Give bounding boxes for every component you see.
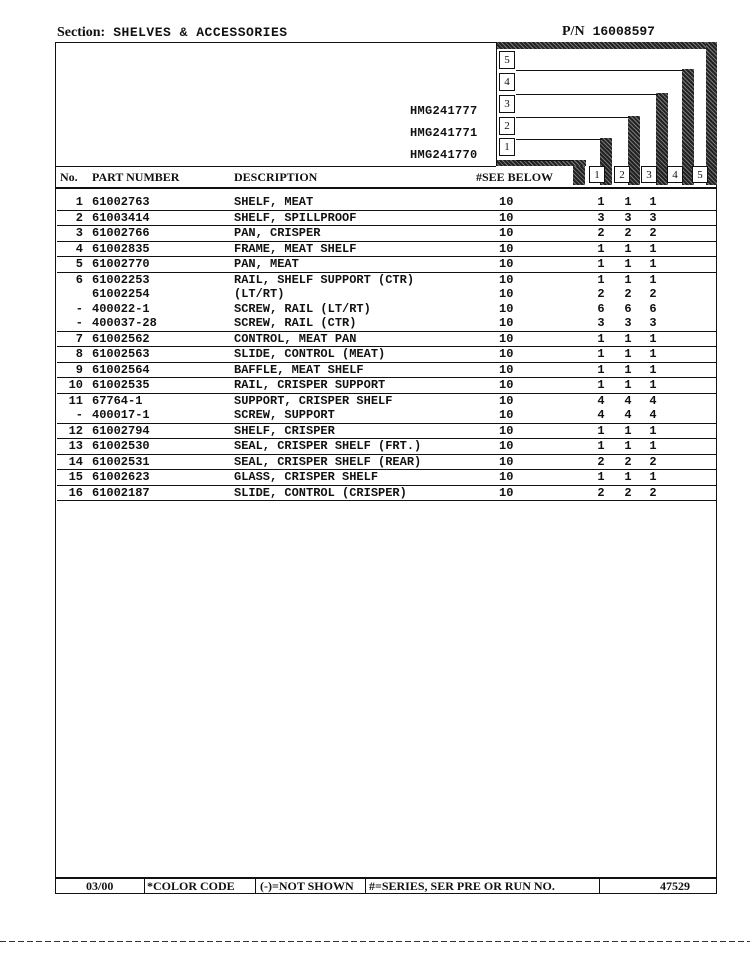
see-below: 10 (499, 226, 514, 240)
section-value: SHELVES & ACCESSORIES (113, 25, 288, 40)
scan-edge-line (0, 941, 750, 942)
description: SLIDE, CONTROL (CRISPER) (234, 485, 407, 500)
description: SUPPORT, CRISPER SHELF (234, 393, 393, 408)
see-below: 10 (499, 362, 514, 377)
qty-model-3: 4 (649, 393, 657, 408)
description: SCREW, RAIL (LT/RT) (234, 301, 371, 316)
row-number: 12 (68, 423, 83, 438)
description: SCREW, RAIL (CTR) (234, 316, 357, 330)
leader-line (516, 139, 602, 140)
part-number: 400022-1 (92, 301, 150, 316)
qty-model-3: 1 (649, 257, 657, 271)
qty-model-2: 4 (624, 393, 632, 408)
see-below: 10 (499, 287, 514, 301)
shade-band (496, 42, 717, 49)
description: BAFFLE, MEAT SHELF (234, 362, 364, 377)
table-row (57, 273, 717, 288)
see-below: 10 (499, 454, 514, 469)
qty-model-2: 6 (624, 301, 632, 316)
description: CONTROL, MEAT PAN (234, 331, 357, 346)
description: PAN, MEAT (234, 257, 299, 271)
qty-model-1: 6 (597, 301, 605, 316)
qty-model-3: 1 (649, 272, 657, 287)
leader-line (496, 42, 497, 166)
qty-model-3: 2 (649, 454, 657, 469)
qty-model-2: 3 (624, 316, 632, 330)
footer-divider (599, 879, 600, 893)
table-row (57, 211, 717, 227)
see-below: 10 (499, 423, 514, 438)
qty-model-3: 1 (649, 362, 657, 377)
model-label: HMG241777 (410, 104, 478, 118)
qty-model-3: 1 (649, 423, 657, 438)
description: (LT/RT) (234, 287, 285, 301)
row-number: 11 (68, 393, 83, 408)
col-see-below-header: #SEE BELOW (476, 170, 554, 184)
qty-model-3: 1 (649, 439, 657, 453)
qty-model-1: 3 (597, 210, 605, 225)
col-part-number-header: PART NUMBER (92, 170, 180, 184)
see-below: 10 (499, 378, 514, 392)
description: SEAL, CRISPER SHELF (FRT.) (234, 439, 422, 453)
qty-model-1: 1 (597, 195, 605, 209)
model-label: HMG241770 (410, 148, 478, 162)
qty-model-1: 4 (597, 393, 605, 408)
qty-model-2: 1 (624, 362, 632, 377)
part-number: 61002253 (92, 272, 150, 287)
qty-model-2: 1 (624, 241, 632, 256)
row-number: 3 (75, 226, 83, 240)
leader-line (516, 94, 658, 95)
section-label: Section: (57, 25, 106, 40)
qty-model-1: 1 (597, 378, 605, 392)
part-number: 61002563 (92, 347, 150, 361)
part-number: 61002530 (92, 439, 150, 453)
qty-model-3: 6 (649, 301, 657, 316)
row-number: - (75, 408, 83, 422)
description: SHELF, MEAT (234, 195, 314, 209)
table-row (57, 347, 717, 363)
column-number: 1 (589, 166, 605, 183)
qty-model-1: 2 (597, 287, 605, 301)
qty-model-3: 1 (649, 195, 657, 209)
qty-model-3: 1 (649, 470, 657, 484)
table-row (57, 486, 717, 502)
part-number: 400017-1 (92, 408, 150, 422)
table-row (57, 424, 717, 440)
leader-line (516, 117, 629, 118)
qty-model-2: 2 (624, 454, 632, 469)
footer-bar (55, 878, 717, 894)
part-number-heading (562, 24, 655, 40)
qty-model-2: 1 (624, 347, 632, 361)
description: PAN, CRISPER (234, 226, 321, 240)
qty-model-2: 2 (624, 287, 632, 301)
leader-line (516, 160, 574, 161)
qty-model-3: 1 (649, 378, 657, 392)
part-number: 61002564 (92, 362, 150, 377)
part-number: 61002770 (92, 257, 150, 271)
header-rule (55, 166, 496, 167)
footer-date: 03/00 (86, 879, 114, 893)
qty-model-1: 1 (597, 347, 605, 361)
see-below: 10 (499, 408, 514, 422)
model-box-number: 1 (499, 138, 515, 156)
part-number: 61002187 (92, 485, 150, 500)
footer-series: #=SERIES, SER PRE OR RUN NO. (369, 879, 555, 893)
row-number: 16 (68, 485, 83, 500)
column-number: 2 (614, 166, 630, 183)
row-number: 14 (68, 454, 83, 469)
part-number: 61002766 (92, 226, 150, 240)
qty-model-1: 4 (597, 408, 605, 422)
qty-model-3: 2 (649, 287, 657, 301)
footer-page-number: 47529 (660, 879, 690, 893)
pn-value: 16008597 (592, 24, 655, 39)
section-heading (57, 25, 288, 41)
table-row (57, 316, 717, 332)
row-number: 9 (75, 362, 83, 377)
row-number: 15 (68, 470, 83, 484)
part-number: 400037-28 (92, 316, 157, 330)
row-number: 4 (75, 241, 83, 256)
part-number: 61002535 (92, 378, 150, 392)
qty-model-1: 3 (597, 316, 605, 330)
table-row (57, 470, 717, 486)
qty-model-2: 4 (624, 408, 632, 422)
qty-model-2: 1 (624, 470, 632, 484)
qty-model-1: 2 (597, 485, 605, 500)
qty-model-3: 4 (649, 408, 657, 422)
description: RAIL, SHELF SUPPORT (CTR) (234, 272, 415, 287)
qty-model-1: 2 (597, 454, 605, 469)
description: RAIL, CRISPER SUPPORT (234, 378, 386, 392)
col-description-header: DESCRIPTION (234, 170, 318, 184)
part-number: 61002531 (92, 454, 150, 469)
part-number: 61002254 (92, 287, 150, 301)
qty-model-1: 1 (597, 331, 605, 346)
row-number: 6 (75, 272, 83, 287)
description: SHELF, CRISPER (234, 423, 335, 438)
row-number: 13 (68, 439, 83, 453)
table-row (57, 378, 717, 394)
part-number: 61002623 (92, 470, 150, 484)
table-row (57, 242, 717, 258)
qty-model-1: 1 (597, 257, 605, 271)
qty-model-2: 1 (624, 331, 632, 346)
table-row (57, 257, 717, 273)
qty-model-2: 2 (624, 485, 632, 500)
qty-model-1: 1 (597, 439, 605, 453)
description: SLIDE, CONTROL (MEAT) (234, 347, 386, 361)
table-row (57, 332, 717, 348)
qty-model-3: 3 (649, 210, 657, 225)
row-number: - (75, 316, 83, 330)
part-number: 61002835 (92, 241, 150, 256)
parts-rows (57, 195, 717, 501)
model-box-number: 4 (499, 73, 515, 91)
see-below: 10 (499, 393, 514, 408)
table-row (57, 287, 717, 302)
qty-model-3: 1 (649, 347, 657, 361)
table-row (57, 195, 717, 211)
qty-model-2: 1 (624, 378, 632, 392)
part-number: 61002562 (92, 331, 150, 346)
row-number: - (75, 301, 83, 316)
footer-divider (255, 879, 256, 893)
footer-divider (365, 879, 366, 893)
table-row (57, 226, 717, 242)
qty-model-3: 1 (649, 241, 657, 256)
model-label: HMG241771 (410, 126, 478, 140)
row-number: 2 (75, 210, 83, 225)
qty-model-3: 1 (649, 331, 657, 346)
table-row (57, 302, 717, 317)
see-below: 10 (499, 257, 514, 271)
footer-not-shown: (-)=NOT SHOWN (260, 879, 354, 893)
see-below: 10 (499, 331, 514, 346)
qty-model-1: 1 (597, 423, 605, 438)
see-below: 10 (499, 210, 514, 225)
see-below: 10 (499, 470, 514, 484)
col-no-header: No. (60, 170, 78, 184)
description: SHELF, SPILLPROOF (234, 210, 357, 225)
header-rule (55, 187, 717, 189)
qty-model-2: 1 (624, 439, 632, 453)
qty-model-1: 1 (597, 241, 605, 256)
model-box-number: 5 (499, 51, 515, 69)
qty-model-3: 3 (649, 316, 657, 330)
model-box-number: 2 (499, 117, 515, 135)
qty-model-2: 3 (624, 210, 632, 225)
see-below: 10 (499, 301, 514, 316)
qty-model-2: 1 (624, 272, 632, 287)
qty-model-1: 1 (597, 272, 605, 287)
description: FRAME, MEAT SHELF (234, 241, 357, 256)
part-number: 61003414 (92, 210, 150, 225)
row-number: 5 (75, 257, 83, 271)
model-box-number: 3 (499, 95, 515, 113)
qty-model-2: 1 (624, 257, 632, 271)
column-number: 3 (641, 166, 657, 183)
table-row (57, 408, 717, 424)
leader-line (516, 70, 684, 71)
footer-color-code: *COLOR CODE (147, 879, 235, 893)
row-number: 1 (75, 195, 83, 209)
table-row (57, 394, 717, 409)
description: GLASS, CRISPER SHELF (234, 470, 379, 484)
column-number: 5 (692, 166, 708, 183)
see-below: 10 (499, 347, 514, 361)
see-below: 10 (499, 241, 514, 256)
see-below: 10 (499, 195, 514, 209)
description: SEAL, CRISPER SHELF (REAR) (234, 454, 422, 469)
row-number: 8 (75, 347, 83, 361)
shade-band (706, 42, 717, 185)
see-below: 10 (499, 439, 514, 453)
qty-model-1: 2 (597, 226, 605, 240)
qty-model-3: 2 (649, 485, 657, 500)
part-number: 61002794 (92, 423, 150, 438)
see-below: 10 (499, 316, 514, 330)
qty-model-2: 2 (624, 226, 632, 240)
qty-model-1: 1 (597, 470, 605, 484)
part-number: 67764-1 (92, 393, 143, 408)
table-row (57, 455, 717, 471)
column-number: 4 (667, 166, 683, 183)
qty-model-2: 1 (624, 423, 632, 438)
part-number: 61002763 (92, 195, 150, 209)
pn-label: P/N (562, 24, 585, 39)
qty-model-1: 1 (597, 362, 605, 377)
row-number: 7 (75, 331, 83, 346)
see-below: 10 (499, 485, 514, 500)
qty-model-3: 2 (649, 226, 657, 240)
footer-divider (144, 879, 145, 893)
description: SCREW, SUPPORT (234, 408, 335, 422)
see-below: 10 (499, 272, 514, 287)
table-row (57, 363, 717, 379)
row-number: 10 (68, 378, 83, 392)
qty-model-2: 1 (624, 195, 632, 209)
table-row (57, 439, 717, 455)
